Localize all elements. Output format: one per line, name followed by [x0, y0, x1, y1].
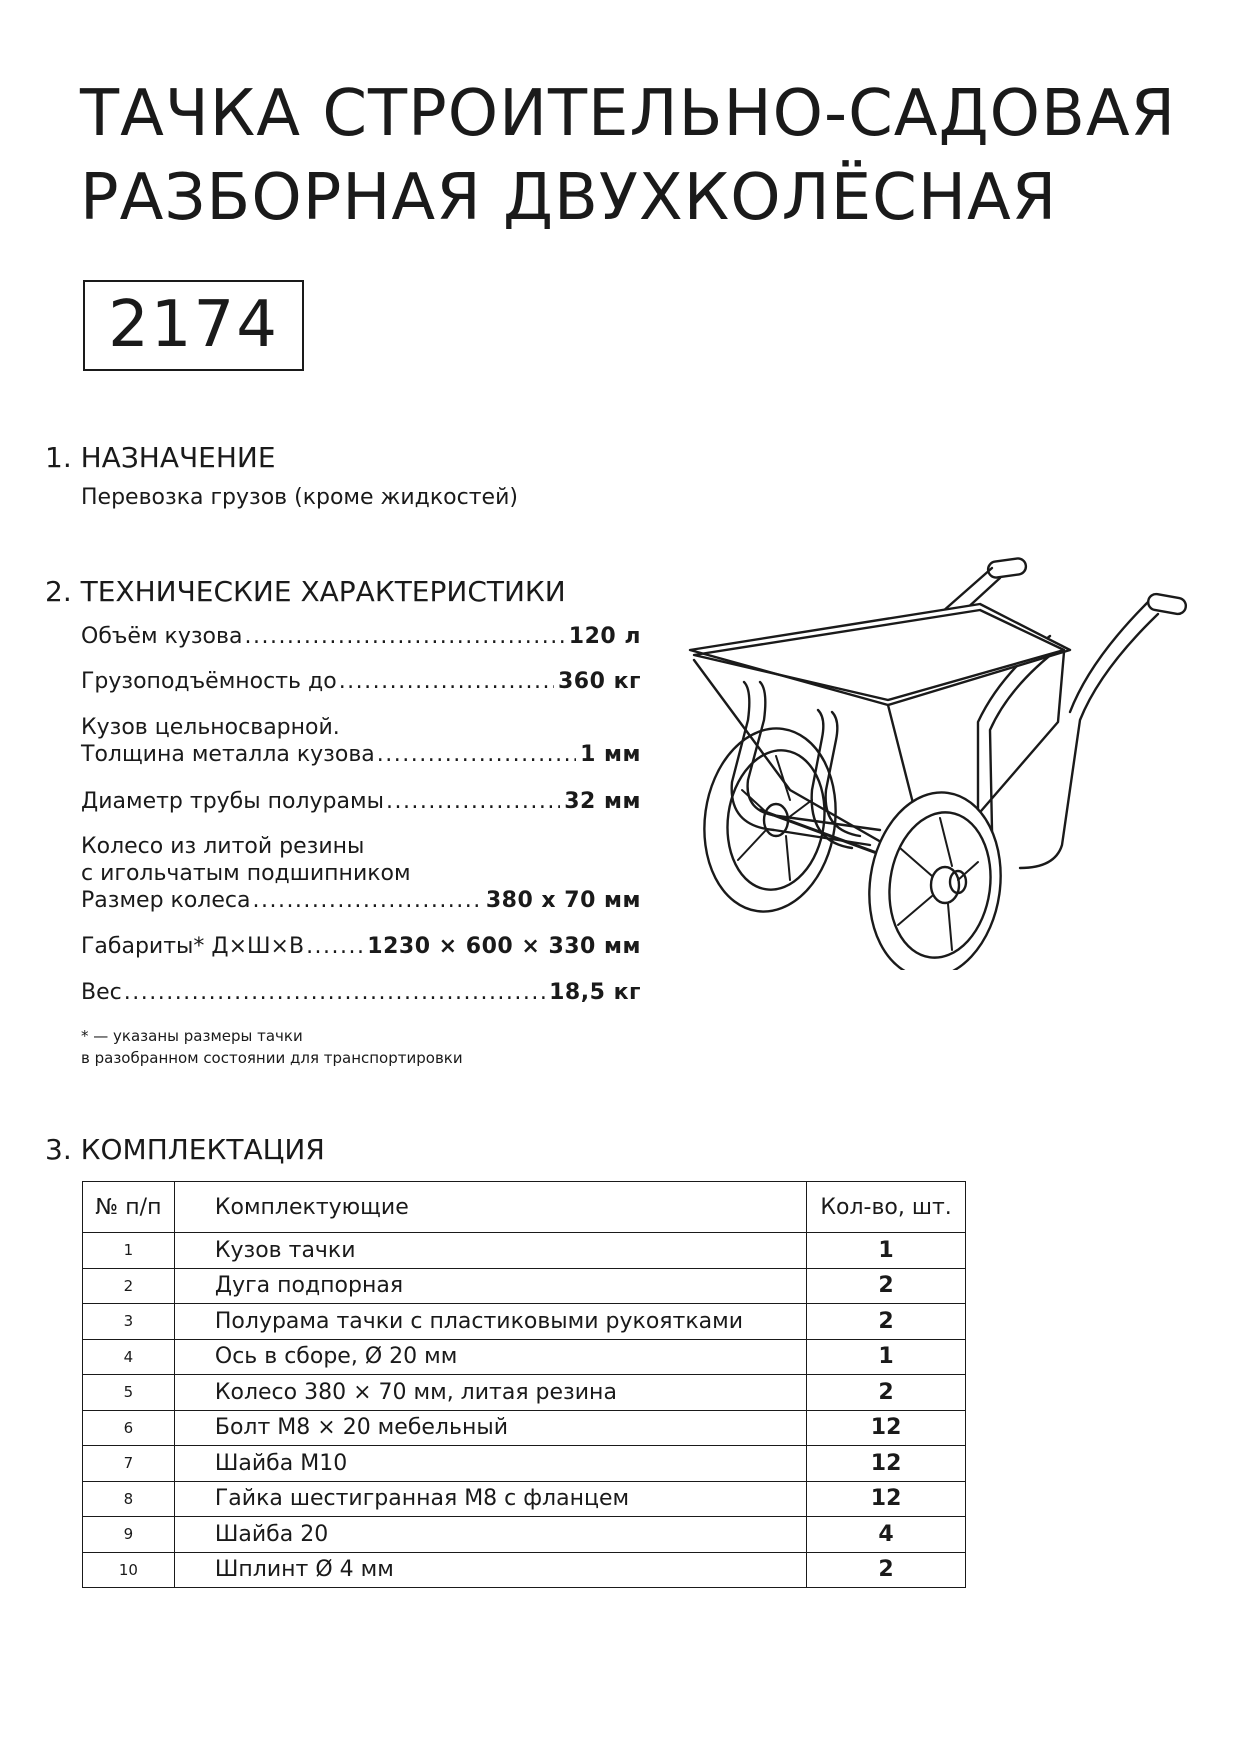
leader-dots: [252, 887, 481, 914]
title-line-2: РАЗБОРНАЯ ДВУХКОЛЁСНАЯ: [80, 161, 1058, 235]
table-row: [83, 1375, 966, 1411]
footnote-line-1: * — указаны размеры тачки: [81, 1027, 303, 1045]
spec-value: 120 л: [568, 624, 641, 649]
section-3-heading: 3. КОМПЛЕКТАЦИЯ: [45, 1133, 325, 1166]
title-line-1: ТАЧКА СТРОИТЕЛЬНО-САДОВАЯ: [80, 77, 1177, 151]
header-name: Комплектующие: [174, 1182, 806, 1233]
spec-label: Диаметр трубы полурамы: [81, 789, 384, 814]
table-row: [83, 1481, 966, 1517]
table-row: [83, 1517, 966, 1553]
spec-weight: [81, 979, 641, 1006]
spec-note: Кузов цельносварной.: [81, 715, 340, 740]
table-row: [83, 1552, 966, 1588]
spec-label: Вес: [81, 980, 122, 1005]
table-row: [83, 1233, 966, 1269]
spec-value: 1230 × 600 × 330 мм: [367, 934, 641, 959]
cell-num: 3: [83, 1304, 175, 1340]
cell-num: 4: [83, 1339, 175, 1375]
cell-name: Кузов тачки: [174, 1233, 806, 1269]
header-qty: Кол-во, шт.: [807, 1182, 966, 1233]
cell-name: Болт М8 × 20 мебельный: [174, 1410, 806, 1446]
handle-grip-icon: [1147, 593, 1187, 615]
cell-qty: 2: [807, 1552, 966, 1588]
cell-qty: 2: [807, 1304, 966, 1340]
table-row: [83, 1446, 966, 1482]
cell-name: Шайба М10: [174, 1446, 806, 1482]
table-row: [83, 1339, 966, 1375]
leader-dots: [244, 623, 564, 650]
spec-label: Грузоподъёмность до: [81, 669, 337, 694]
spec-note: с игольчатым подшипником: [81, 861, 411, 886]
spec-note: Колесо из литой резины: [81, 834, 365, 859]
table-header-row: [83, 1182, 966, 1233]
spec-value: 1 мм: [580, 742, 641, 767]
purpose-text: Перевозка грузов (кроме жидкостей): [81, 485, 518, 510]
spec-label: Объём кузова: [81, 624, 243, 649]
spec-volume: [81, 623, 641, 650]
leader-dots: [124, 979, 545, 1006]
spec-tube: [81, 788, 641, 815]
cell-num: 1: [83, 1233, 175, 1269]
leader-dots: [339, 668, 554, 695]
spec-wheel: [81, 833, 641, 914]
cell-num: 7: [83, 1446, 175, 1482]
leader-dots: [306, 933, 363, 960]
cell-qty: 12: [807, 1446, 966, 1482]
table-row: [83, 1268, 966, 1304]
spec-value: 360 кг: [557, 669, 641, 694]
cell-qty: 1: [807, 1233, 966, 1269]
spec-thickness: [81, 714, 641, 768]
spec-value: 380 х 70 мм: [485, 888, 641, 913]
cell-num: 2: [83, 1268, 175, 1304]
cell-name: Шайба 20: [174, 1517, 806, 1553]
cell-qty: 1: [807, 1339, 966, 1375]
cell-qty: 2: [807, 1268, 966, 1304]
cell-qty: 12: [807, 1410, 966, 1446]
spec-value: 18,5 кг: [549, 980, 641, 1005]
cell-name: Колесо 380 × 70 мм, литая резина: [174, 1375, 806, 1411]
spec-label: Толщина металла кузова: [81, 742, 375, 767]
spec-label: Габариты* Д×Ш×В: [81, 934, 305, 959]
wheel-right: [858, 784, 1013, 970]
cell-num: 5: [83, 1375, 175, 1411]
cell-name: Гайка шестигранная М8 с фланцем: [174, 1481, 806, 1517]
cell-num: 8: [83, 1481, 175, 1517]
footnote: [81, 1025, 463, 1069]
leader-dots: [386, 788, 560, 815]
cell-name: Шплинт Ø 4 мм: [174, 1552, 806, 1588]
cell-qty: 12: [807, 1481, 966, 1517]
cell-name: Ось в сборе, Ø 20 мм: [174, 1339, 806, 1375]
spec-label: Размер колеса: [81, 888, 251, 913]
spec-value: 32 мм: [564, 789, 641, 814]
wheelbarrow-illustration: [680, 550, 1200, 970]
cell-qty: 4: [807, 1517, 966, 1553]
header-num: № п/п: [83, 1182, 175, 1233]
model-number-box: 2174: [83, 280, 304, 371]
spec-capacity: [81, 668, 641, 695]
cell-num: 9: [83, 1517, 175, 1553]
section-1-heading: 1. НАЗНАЧЕНИЕ: [45, 441, 276, 474]
leader-dots: [377, 741, 576, 768]
cell-num: 6: [83, 1410, 175, 1446]
cell-num: 10: [83, 1552, 175, 1588]
table-row: [83, 1410, 966, 1446]
footnote-line-2: в разобранном состоянии для транспортировки: [81, 1049, 463, 1067]
section-2-heading: 2. ТЕХНИЧЕСКИЕ ХАРАКТЕРИСТИКИ: [45, 575, 566, 608]
spec-dimensions: [81, 933, 641, 960]
cell-name: Полурама тачки с пластиковыми рукоятками: [174, 1304, 806, 1340]
cell-qty: 2: [807, 1375, 966, 1411]
table-row: [83, 1304, 966, 1340]
kit-table: [82, 1181, 966, 1588]
page-title: [80, 72, 1190, 240]
cell-name: Дуга подпорная: [174, 1268, 806, 1304]
